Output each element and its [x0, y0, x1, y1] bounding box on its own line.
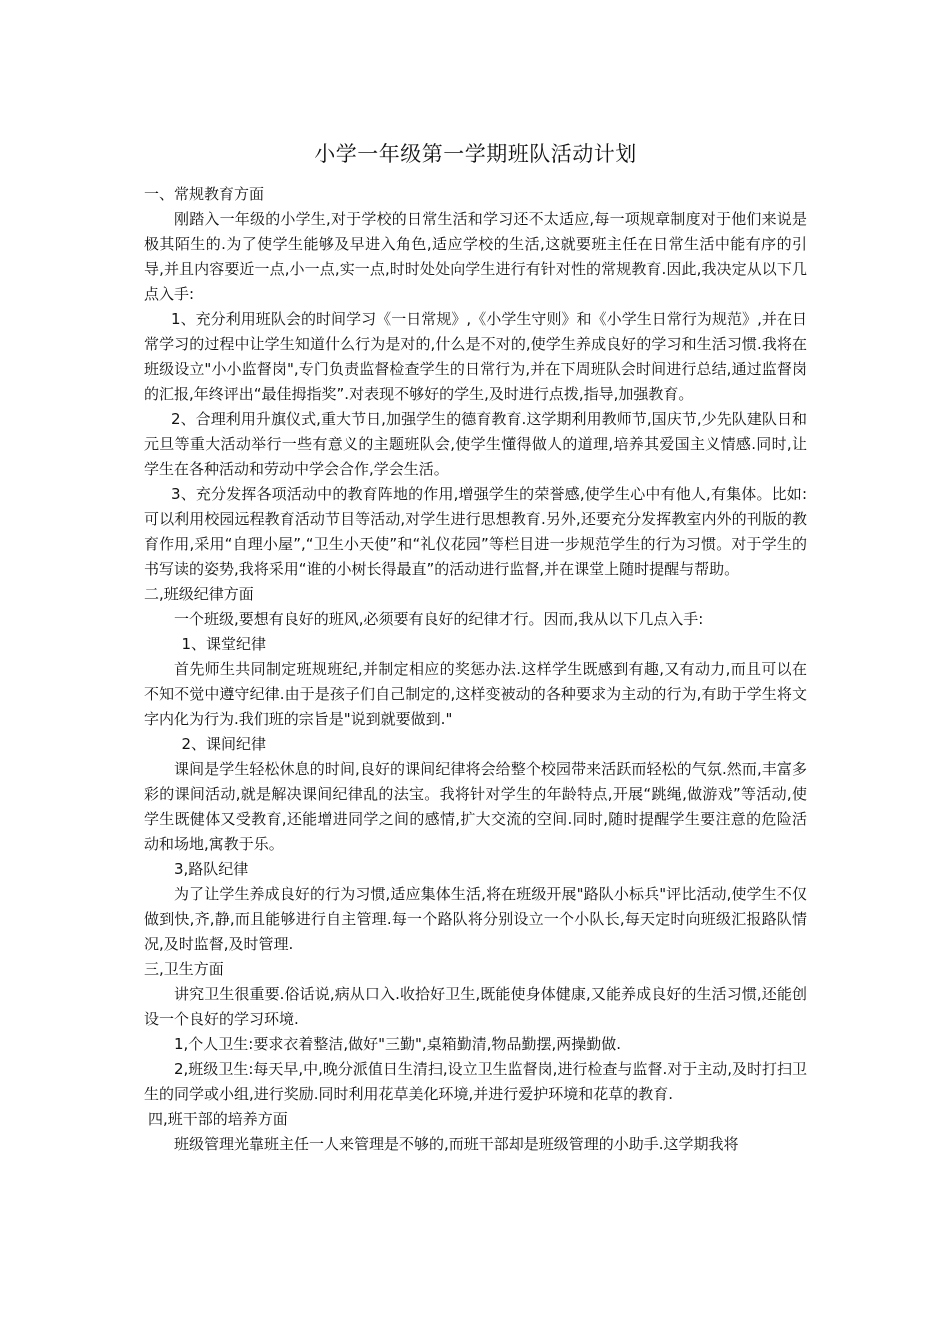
paragraph: 1,个人卫生:要求衣着整洁,做好"三勤",桌箱勤清,物品勤摆,两操勤做.: [174, 1035, 622, 1053]
paragraph: 为了让学生养成良好的行为习惯,适应集体生活,将在班级开展"路队小标兵"评比活动,使学生不仅做到快,齐,静,而且能够进行自主管理.每一个路队将分别设立一个小队长,每天定时向班级汇报路队情况,及时监督,及时管理.: [144, 885, 807, 953]
section-heading-cadre: 四,班干部的培养方面: [148, 1110, 288, 1128]
paragraph: 2、合理利用升旗仪式,重大节日,加强学生的德育教育.这学期利用教师节,国庆节,少先队建队日和元旦等重大活动举行一些有意义的主题班队会,使学生懂得做人的道理,培养其爱国主义情感.同时,让学生在各种活动和劳动中学会合作,学会生活。: [144, 410, 807, 478]
section-heading-hygiene: 三,卫生方面: [144, 960, 224, 978]
paragraph: 一个班级,要想有良好的班风,必须要有良好的纪律才行。因而,我从以下几点入手:: [174, 610, 704, 628]
document-page: [144, 128, 807, 1157]
paragraph: 课间是学生轻松休息的时间,良好的课间纪律将会给整个校园带来活跃而轻松的气氛.然而,丰富多彩的课间活动,就是解决课间纪律乱的法宝。我将针对学生的年龄特点,开展“跳绳,做游戏”等活动,使学生既健体又受教育,还能增进同学之间的感情,扩大交流的空间.同时,随时提醒学生要注意的危险活动和场地,寓教于乐。: [144, 760, 807, 853]
paragraph: 1、充分利用班队会的时间学习《一日常规》,《小学生守则》和《小学生日常行为规范》,并在日常学习的过程中让学生知道什么行为是对的,什么是不对的,使学生养成良好的学习和生活习惯.我将在班级设立"小小监督岗",专门负责监督检查学生的日常行为,并在下周班队会时间进行总结,通过监督岗的汇报,年终评出“最佳拇指奖”.对表现不够好的学生,及时进行点拨,指导,加强教育。: [144, 310, 807, 403]
subheading-recess: 2、课间纪律: [181, 735, 267, 753]
paragraph: 首先师生共同制定班规班纪,并制定相应的奖惩办法.这样学生既感到有趣,又有动力,而且可以在不知不觉中遵守纪律.由于是孩子们自己制定的,这样变被动的各种要求为主动的行为,有助于学生将文字内化为行为.我们班的宗旨是"说到就要做到.": [144, 660, 807, 728]
paragraph: 3、充分发挥各项活动中的教育阵地的作用,增强学生的荣誉感,使学生心中有他人,有集体。比如:可以利用校园远程教育活动节目等活动,对学生进行思想教育.另外,还要充分发挥教室内外的刊版的教育作用,采用“自理小屋”,“卫生小天使”和“礼仪花园”等栏目进一步规范学生的行为习惯。对于学生的书写读的姿势,我将采用“谁的小树长得最直”的活动进行监督,并在课堂上随时提醒与帮助。: [144, 485, 807, 578]
paragraph: 讲究卫生很重要.俗话说,病从口入.收拾好卫生,既能使身体健康,又能养成良好的生活习惯,还能创设一个良好的学习环境.: [144, 985, 807, 1028]
section-heading-discipline: 二,班级纪律方面: [144, 585, 254, 603]
section-heading-routine: 一、常规教育方面: [144, 185, 265, 203]
paragraph: 刚踏入一年级的小学生,对于学校的日常生活和学习还不太适应,每一项规章制度对于他们来说是极其陌生的.为了使学生能够及早进入角色,适应学校的生活,这就要班主任在日常生活中能有序的引导,并且内容要近一点,小一点,实一点,时时处处向学生进行有针对性的常规教育.因此,我决定从以下几点入手:: [144, 210, 807, 303]
subheading-queue: 3,路队纪律: [174, 860, 249, 878]
document-title: 小学一年级第一学期班队活动计划: [314, 142, 637, 166]
paragraph: 班级管理光靠班主任一人来管理是不够的,而班干部却是班级管理的小助手.这学期我将: [174, 1135, 739, 1153]
paragraph: 2,班级卫生:每天早,中,晚分派值日生清扫,设立卫生监督岗,进行检查与监督.对于主动,及时打扫卫生的同学或小组,进行奖励.同时利用花草美化环境,并进行爱护环境和花草的教育.: [144, 1060, 807, 1103]
subheading-classroom: 1、课堂纪律: [181, 635, 267, 653]
